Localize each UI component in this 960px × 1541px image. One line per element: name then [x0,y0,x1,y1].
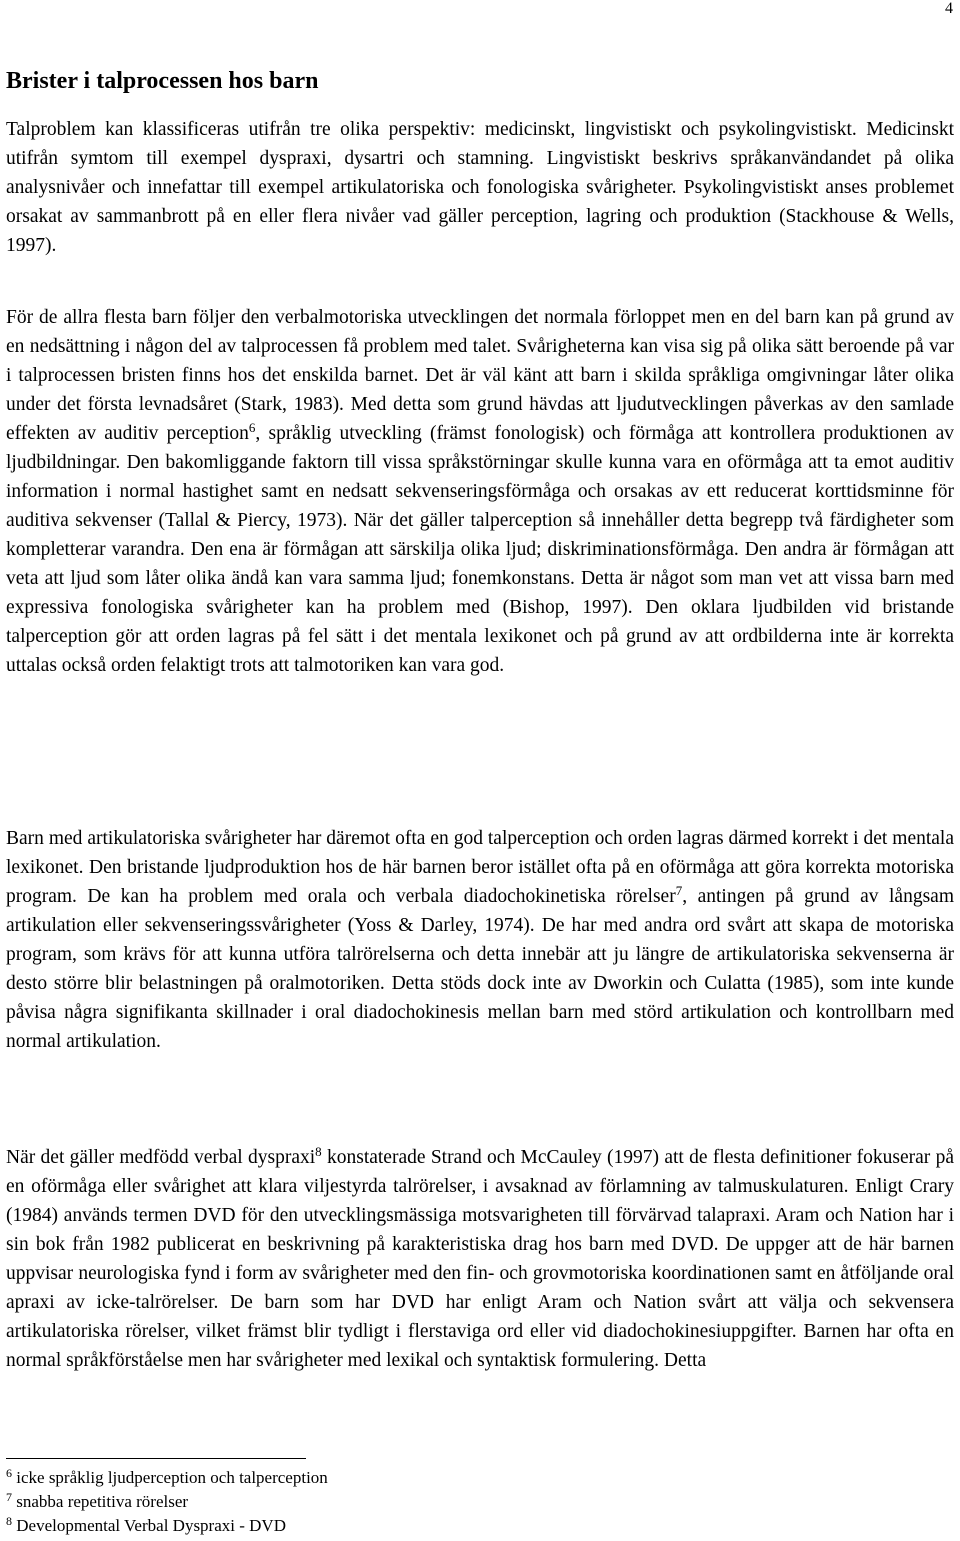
paragraph [6,115,954,260]
footnote-reference: 8 [315,1144,322,1159]
paragraph [6,824,954,1056]
paragraph [6,1143,954,1375]
footnote-reference: 7 [675,883,683,898]
footnote [6,1490,328,1514]
footnote-number: 6 [6,1466,12,1480]
paragraph [6,303,954,680]
paragraph-text: När det gäller medfödd verbal dyspraxi [6,1147,316,1168]
footnote-text: Developmental Verbal Dyspraxi - DVD [16,1516,286,1535]
section-heading: Brister i talprocessen hos barn [6,68,319,94]
footnote-number: 8 [6,1514,12,1528]
page-number: 4 [945,0,953,17]
footnote-number: 7 [6,1490,12,1504]
footnote [6,1466,328,1490]
paragraph-text: Talproblem kan klassificeras utifrån tre olika perspektiv: medicinskt, lingvistiskt och psykolingvistiskt. Medicinskt utifrån symtom till exempel dyspraxi, dysartri och stamning. Lingvistiskt beskrivs språkanvändandet på olika analysnivåer och innefattar till exempel artikulatoriska och fonologiska svårigheter. Psykolingvistiskt anses problemet orsakat av sammanbrott på en eller flera nivåer vad gäller perception, lagring och produktion (Stackhouse & Wells, 1997). [6,119,954,256]
paragraph-text: , antingen på grund av långsam artikulation eller sekvenseringssvårigheter (Yoss & Darley, 1974). De har med andra ord svårt att skapa de motoriska program, som krävs för att kunna utföra talrörelserna och detta innebär att ju längre de artikulatoriska sekvenserna är desto större blir belastningen på oralmotoriken. Detta stöds dock inte av Dworkin och Culatta (1985), som inte kunde påvisa några signifikanta skillnader i oral diadochokinesis mellan barn med störd artikulation och kontrollbarn med normal artikulation. [6,886,954,1052]
paragraph-text: Barn med artikulatoriska svårigheter har däremot ofta en god talperception och orden lagras därmed korrekt i det mentala lexikonet. Den bristande ljudproduktion hos de här barnen beror istället ofta på en oförmåga att göra korrekta motoriska program. De kan ha problem med orala och verbala diadochokinetiska rörelser [6,828,954,907]
paragraph-text: , språklig utveckling (främst fonologisk) och förmåga att kontrollera produktionen av ljudbildningar. Den bakomliggande faktorn till vissa språkstörningar skulle kunna vara en oförmåga att ta emot auditiv information i normal hastighet samt en nedsatt sekvenseringsförmåga och orsakas av ett reducerat korttidsminne för auditiva sekvenser (Tallal & Piercy, 1973). När det gäller talperception så innehåller detta begrepp två färdigheter som kompletterar varandra. Den ena är förmågan att särskilja olika ljud; diskriminationsförmåga. Den andra är förmågan att veta att ljud som låter olika ändå kan vara samma ljud; fonemkonstans. Detta är något som man vet att vissa barn med expressiva fonologiska svårigheter kan ha problem med (Bishop, 1997). Den oklara ljudbilden vid bristande talperception gör att orden lagras på fel sätt i det mentala lexikonet och på grund av att ordbilderna inte är korrekta uttalas också orden felaktigt trots att talmotoriken kan vara god. [6,423,954,676]
footnote-text: icke språklig ljudperception och talperception [16,1468,328,1487]
footnote [6,1514,328,1538]
footnotes [6,1466,328,1538]
paragraph-text: För de allra flesta barn följer den verbalmotoriska utvecklingen det normala förloppet men en del barn kan på grund av en nedsättning i någon del av talprocessen få problem med talet. Svårigheterna kan visa sig på olika sätt beroende på var i talprocessen bristen finns hos det enskilda barnet. Det är väl känt att barn i skilda språkliga omgivningar låter olika under det första levnadsåret (Stark, 1983). Med detta som grund hävdas att ljudutvecklingen påverkas av den samlade effekten av auditiv perception [6,307,954,444]
footnote-separator [6,1458,306,1459]
footnote-text: snabba repetitiva rörelser [16,1492,189,1511]
footnote-reference: 6 [248,420,256,435]
paragraph-text: konstaterade Strand och McCauley (1997) att de flesta definitioner fokuserar på en oförmåga eller svårighet att klara viljestyrda talrörelser, i avsaknad av förlamning av talmuskulaturen. Enligt Crary (1984) används termen DVD för den utvecklingsmässiga motsvarigheten till förvärvad talapraxi. Aram och Nation har i sin bok från 1982 publicerat en beskrivning på karakteristiska drag hos barn med DVD. De uppger att de här barnen uppvisar neurologiska fynd i form av svårigheter med den fin- och grovmotoriska koordinationen samt en åtföljande oral apraxi av icke-talrörelser. De barn som har DVD har enligt Aram och Nation svårt att välja och sekvensera artikulatoriska rörelser, vilket främst blir tydligt i flerstaviga ord eller vid diadochokinesiuppgifter. Barnen har ofta en normal språkförståelse men har svårigheter med lexikal och syntaktisk formulering. Detta [6,1147,954,1371]
